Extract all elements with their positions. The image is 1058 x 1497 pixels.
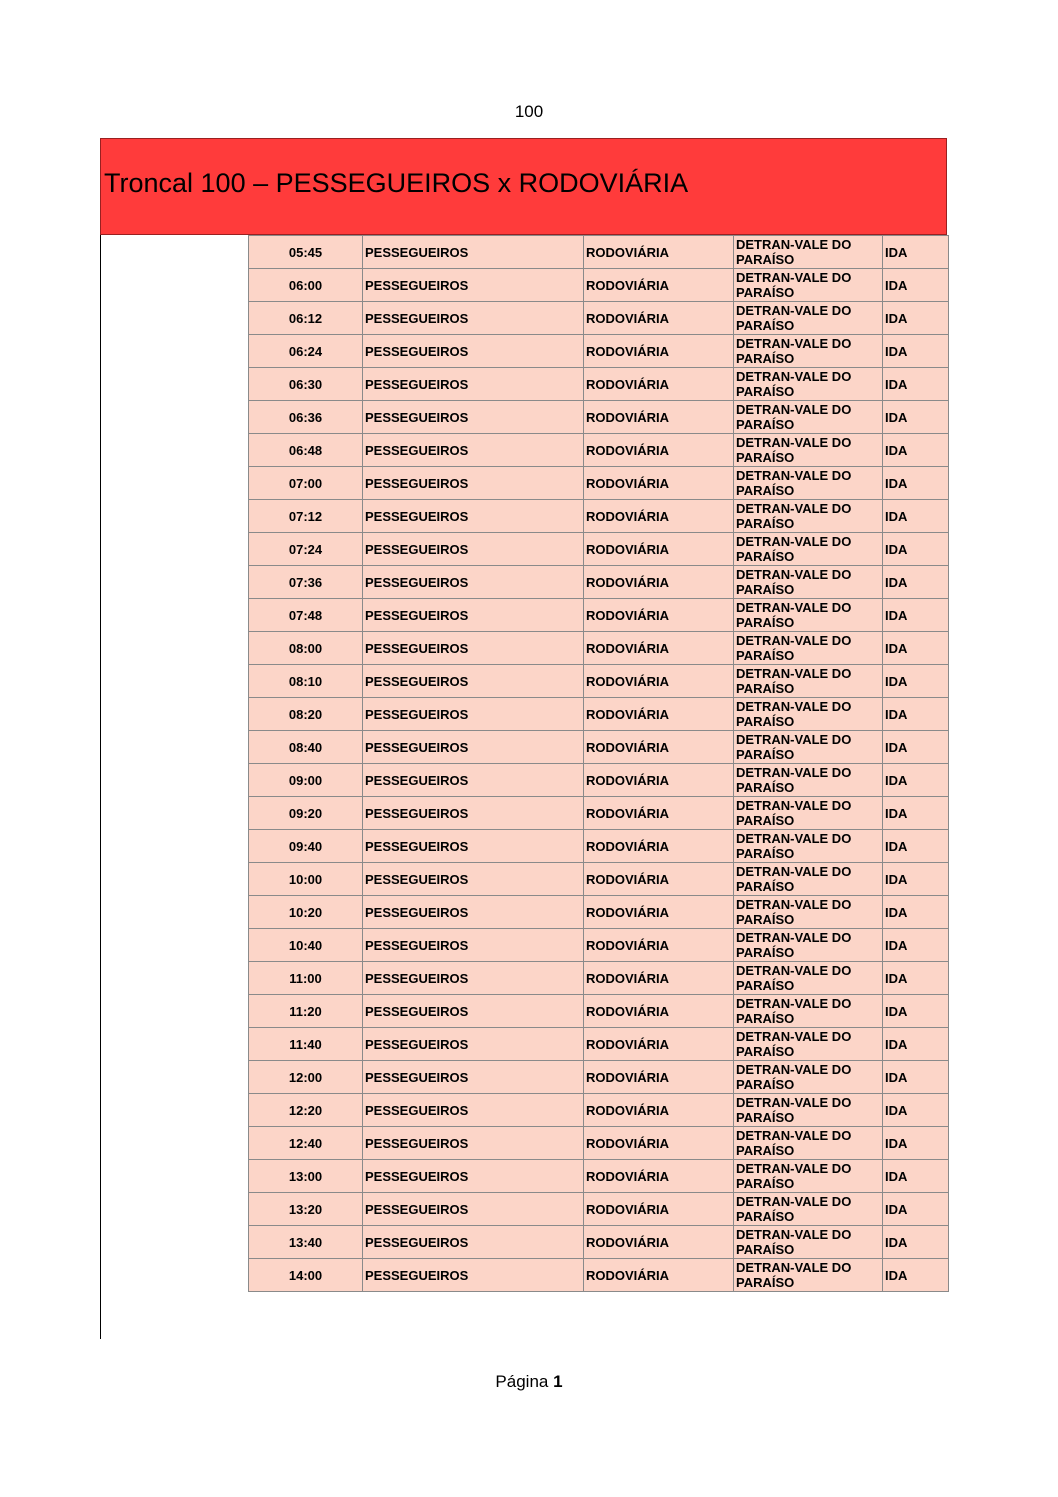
cell-time: 07:36 — [249, 566, 363, 599]
table-row — [249, 632, 949, 665]
cell-via: DETRAN-VALE DO PARAÍSO — [734, 335, 883, 368]
cell-destination: RODOVIÁRIA — [584, 335, 734, 368]
cell-direction: IDA — [883, 599, 949, 632]
cell-origin: PESSEGUEIROS — [363, 1028, 584, 1061]
cell-time: 08:20 — [249, 698, 363, 731]
table-row — [249, 335, 949, 368]
cell-origin: PESSEGUEIROS — [363, 863, 584, 896]
cell-time: 13:40 — [249, 1226, 363, 1259]
cell-destination: RODOVIÁRIA — [584, 731, 734, 764]
table-row — [249, 698, 949, 731]
table-row — [249, 434, 949, 467]
table-row — [249, 764, 949, 797]
cell-direction: IDA — [883, 929, 949, 962]
cell-direction: IDA — [883, 896, 949, 929]
cell-time: 06:48 — [249, 434, 363, 467]
cell-destination: RODOVIÁRIA — [584, 929, 734, 962]
cell-time: 05:45 — [249, 236, 363, 269]
cell-via: DETRAN-VALE DO PARAÍSO — [734, 1061, 883, 1094]
schedule-table — [248, 235, 949, 1292]
table-row — [249, 863, 949, 896]
cell-time: 10:00 — [249, 863, 363, 896]
table-row — [249, 665, 949, 698]
cell-destination: RODOVIÁRIA — [584, 1193, 734, 1226]
cell-direction: IDA — [883, 863, 949, 896]
cell-time: 10:20 — [249, 896, 363, 929]
cell-destination: RODOVIÁRIA — [584, 269, 734, 302]
cell-origin: PESSEGUEIROS — [363, 368, 584, 401]
cell-via: DETRAN-VALE DO PARAÍSO — [734, 401, 883, 434]
cell-direction: IDA — [883, 632, 949, 665]
cell-via: DETRAN-VALE DO PARAÍSO — [734, 632, 883, 665]
cell-destination: RODOVIÁRIA — [584, 302, 734, 335]
cell-direction: IDA — [883, 995, 949, 1028]
cell-time: 06:30 — [249, 368, 363, 401]
cell-via: DETRAN-VALE DO PARAÍSO — [734, 830, 883, 863]
cell-direction: IDA — [883, 698, 949, 731]
cell-destination: RODOVIÁRIA — [584, 995, 734, 1028]
table-row — [249, 236, 949, 269]
cell-direction: IDA — [883, 764, 949, 797]
cell-origin: PESSEGUEIROS — [363, 302, 584, 335]
page-title: Troncal 100 – PESSEGUEIROS x RODOVIÁRIA — [104, 168, 689, 198]
cell-via: DETRAN-VALE DO PARAÍSO — [734, 1094, 883, 1127]
cell-destination: RODOVIÁRIA — [584, 1028, 734, 1061]
cell-direction: IDA — [883, 269, 949, 302]
table-row — [249, 830, 949, 863]
cell-time: 13:00 — [249, 1160, 363, 1193]
table-row — [249, 1028, 949, 1061]
cell-origin: PESSEGUEIROS — [363, 566, 584, 599]
table-row — [249, 962, 949, 995]
cell-origin: PESSEGUEIROS — [363, 335, 584, 368]
cell-destination: RODOVIÁRIA — [584, 1094, 734, 1127]
cell-time: 13:20 — [249, 1193, 363, 1226]
cell-origin: PESSEGUEIROS — [363, 632, 584, 665]
cell-via: DETRAN-VALE DO PARAÍSO — [734, 896, 883, 929]
cell-via: DETRAN-VALE DO PARAÍSO — [734, 929, 883, 962]
cell-direction: IDA — [883, 236, 949, 269]
cell-via: DETRAN-VALE DO PARAÍSO — [734, 302, 883, 335]
cell-destination: RODOVIÁRIA — [584, 467, 734, 500]
cell-time: 08:10 — [249, 665, 363, 698]
cell-origin: PESSEGUEIROS — [363, 896, 584, 929]
cell-time: 07:12 — [249, 500, 363, 533]
cell-destination: RODOVIÁRIA — [584, 797, 734, 830]
cell-time: 08:00 — [249, 632, 363, 665]
cell-direction: IDA — [883, 335, 949, 368]
cell-destination: RODOVIÁRIA — [584, 566, 734, 599]
cell-time: 11:20 — [249, 995, 363, 1028]
cell-direction: IDA — [883, 401, 949, 434]
cell-via: DETRAN-VALE DO PARAÍSO — [734, 731, 883, 764]
cell-destination: RODOVIÁRIA — [584, 863, 734, 896]
cell-time: 09:40 — [249, 830, 363, 863]
cell-time: 09:20 — [249, 797, 363, 830]
cell-direction: IDA — [883, 1259, 949, 1292]
cell-origin: PESSEGUEIROS — [363, 1259, 584, 1292]
table-row — [249, 467, 949, 500]
cell-origin: PESSEGUEIROS — [363, 533, 584, 566]
cell-origin: PESSEGUEIROS — [363, 995, 584, 1028]
cell-direction: IDA — [883, 467, 949, 500]
table-row — [249, 1226, 949, 1259]
table-row — [249, 731, 949, 764]
cell-time: 11:00 — [249, 962, 363, 995]
cell-origin: PESSEGUEIROS — [363, 797, 584, 830]
cell-destination: RODOVIÁRIA — [584, 236, 734, 269]
cell-direction: IDA — [883, 368, 949, 401]
cell-direction: IDA — [883, 731, 949, 764]
cell-via: DETRAN-VALE DO PARAÍSO — [734, 863, 883, 896]
cell-direction: IDA — [883, 1226, 949, 1259]
cell-destination: RODOVIÁRIA — [584, 434, 734, 467]
cell-destination: RODOVIÁRIA — [584, 401, 734, 434]
table-row — [249, 1259, 949, 1292]
page-footer — [0, 1372, 1058, 1392]
cell-direction: IDA — [883, 1094, 949, 1127]
schedule-table-body — [249, 236, 949, 1292]
cell-direction: IDA — [883, 1061, 949, 1094]
cell-direction: IDA — [883, 533, 949, 566]
cell-via: DETRAN-VALE DO PARAÍSO — [734, 236, 883, 269]
cell-direction: IDA — [883, 1193, 949, 1226]
cell-via: DETRAN-VALE DO PARAÍSO — [734, 698, 883, 731]
cell-time: 06:12 — [249, 302, 363, 335]
table-row — [249, 797, 949, 830]
cell-destination: RODOVIÁRIA — [584, 599, 734, 632]
cell-time: 07:24 — [249, 533, 363, 566]
cell-via: DETRAN-VALE DO PARAÍSO — [734, 1160, 883, 1193]
cell-via: DETRAN-VALE DO PARAÍSO — [734, 566, 883, 599]
footer-page-number: 1 — [553, 1372, 563, 1391]
footer-page-word: Página — [495, 1372, 549, 1391]
table-row — [249, 269, 949, 302]
cell-via: DETRAN-VALE DO PARAÍSO — [734, 797, 883, 830]
cell-origin: PESSEGUEIROS — [363, 269, 584, 302]
table-row — [249, 995, 949, 1028]
cell-direction: IDA — [883, 830, 949, 863]
cell-origin: PESSEGUEIROS — [363, 1061, 584, 1094]
cell-via: DETRAN-VALE DO PARAÍSO — [734, 533, 883, 566]
table-row — [249, 533, 949, 566]
cell-origin: PESSEGUEIROS — [363, 962, 584, 995]
cell-time: 10:40 — [249, 929, 363, 962]
cell-origin: PESSEGUEIROS — [363, 665, 584, 698]
cell-direction: IDA — [883, 1160, 949, 1193]
cell-destination: RODOVIÁRIA — [584, 1226, 734, 1259]
cell-origin: PESSEGUEIROS — [363, 401, 584, 434]
cell-time: 12:00 — [249, 1061, 363, 1094]
cell-time: 06:36 — [249, 401, 363, 434]
cell-origin: PESSEGUEIROS — [363, 1193, 584, 1226]
table-row — [249, 1160, 949, 1193]
cell-via: DETRAN-VALE DO PARAÍSO — [734, 1193, 883, 1226]
cell-time: 06:24 — [249, 335, 363, 368]
cell-direction: IDA — [883, 566, 949, 599]
table-row — [249, 1193, 949, 1226]
cell-origin: PESSEGUEIROS — [363, 599, 584, 632]
cell-via: DETRAN-VALE DO PARAÍSO — [734, 1259, 883, 1292]
cell-via: DETRAN-VALE DO PARAÍSO — [734, 500, 883, 533]
cell-time: 12:40 — [249, 1127, 363, 1160]
cell-destination: RODOVIÁRIA — [584, 1061, 734, 1094]
cell-destination: RODOVIÁRIA — [584, 665, 734, 698]
cell-destination: RODOVIÁRIA — [584, 533, 734, 566]
table-row — [249, 1061, 949, 1094]
table-row — [249, 896, 949, 929]
cell-origin: PESSEGUEIROS — [363, 1127, 584, 1160]
cell-destination: RODOVIÁRIA — [584, 500, 734, 533]
table-row — [249, 599, 949, 632]
cell-destination: RODOVIÁRIA — [584, 632, 734, 665]
cell-origin: PESSEGUEIROS — [363, 698, 584, 731]
cell-destination: RODOVIÁRIA — [584, 962, 734, 995]
table-row — [249, 929, 949, 962]
cell-via: DETRAN-VALE DO PARAÍSO — [734, 368, 883, 401]
cell-time: 06:00 — [249, 269, 363, 302]
table-row — [249, 401, 949, 434]
cell-origin: PESSEGUEIROS — [363, 929, 584, 962]
cell-destination: RODOVIÁRIA — [584, 698, 734, 731]
cell-destination: RODOVIÁRIA — [584, 764, 734, 797]
cell-destination: RODOVIÁRIA — [584, 1259, 734, 1292]
cell-direction: IDA — [883, 962, 949, 995]
table-row — [249, 1127, 949, 1160]
cell-time: 12:20 — [249, 1094, 363, 1127]
cell-origin: PESSEGUEIROS — [363, 1226, 584, 1259]
cell-direction: IDA — [883, 500, 949, 533]
cell-origin: PESSEGUEIROS — [363, 731, 584, 764]
page-header: 100 — [514, 102, 544, 121]
cell-via: DETRAN-VALE DO PARAÍSO — [734, 467, 883, 500]
cell-origin: PESSEGUEIROS — [363, 467, 584, 500]
cell-via: DETRAN-VALE DO PARAÍSO — [734, 962, 883, 995]
cell-via: DETRAN-VALE DO PARAÍSO — [734, 269, 883, 302]
cell-destination: RODOVIÁRIA — [584, 1127, 734, 1160]
cell-via: DETRAN-VALE DO PARAÍSO — [734, 764, 883, 797]
cell-destination: RODOVIÁRIA — [584, 896, 734, 929]
cell-direction: IDA — [883, 302, 949, 335]
cell-via: DETRAN-VALE DO PARAÍSO — [734, 995, 883, 1028]
cell-origin: PESSEGUEIROS — [363, 236, 584, 269]
cell-destination: RODOVIÁRIA — [584, 830, 734, 863]
cell-destination: RODOVIÁRIA — [584, 368, 734, 401]
cell-time: 14:00 — [249, 1259, 363, 1292]
cell-via: DETRAN-VALE DO PARAÍSO — [734, 599, 883, 632]
cell-origin: PESSEGUEIROS — [363, 1160, 584, 1193]
table-row — [249, 368, 949, 401]
cell-time: 07:48 — [249, 599, 363, 632]
cell-origin: PESSEGUEIROS — [363, 1094, 584, 1127]
cell-origin: PESSEGUEIROS — [363, 830, 584, 863]
cell-time: 07:00 — [249, 467, 363, 500]
table-row — [249, 500, 949, 533]
cell-origin: PESSEGUEIROS — [363, 500, 584, 533]
cell-via: DETRAN-VALE DO PARAÍSO — [734, 1127, 883, 1160]
cell-via: DETRAN-VALE DO PARAÍSO — [734, 1028, 883, 1061]
table-row — [249, 1094, 949, 1127]
title-banner — [100, 138, 947, 235]
table-row — [249, 566, 949, 599]
cell-destination: RODOVIÁRIA — [584, 1160, 734, 1193]
cell-direction: IDA — [883, 434, 949, 467]
cell-time: 11:40 — [249, 1028, 363, 1061]
cell-direction: IDA — [883, 1127, 949, 1160]
cell-direction: IDA — [883, 665, 949, 698]
cell-direction: IDA — [883, 797, 949, 830]
cell-via: DETRAN-VALE DO PARAÍSO — [734, 1226, 883, 1259]
cell-time: 09:00 — [249, 764, 363, 797]
cell-origin: PESSEGUEIROS — [363, 764, 584, 797]
cell-time: 08:40 — [249, 731, 363, 764]
table-row — [249, 302, 949, 335]
cell-via: DETRAN-VALE DO PARAÍSO — [734, 665, 883, 698]
cell-via: DETRAN-VALE DO PARAÍSO — [734, 434, 883, 467]
cell-origin: PESSEGUEIROS — [363, 434, 584, 467]
left-rule-divider — [100, 235, 101, 1339]
cell-direction: IDA — [883, 1028, 949, 1061]
